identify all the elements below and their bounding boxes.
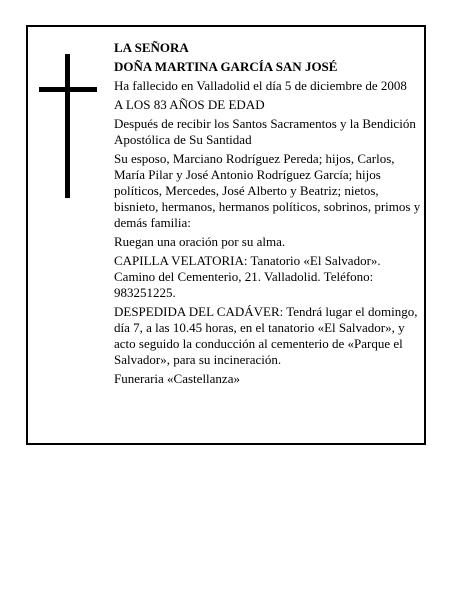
cross-horizontal-bar [39,87,97,92]
age-line: A LOS 83 AÑOS DE EDAD [114,97,265,112]
prayer-request: Ruegan una oración por su alma. [114,234,286,249]
funeral-home: Funeraria «Castellanza» [114,371,240,386]
cross-icon [39,54,97,198]
family-paragraph: Su esposo, Marciano Rodríguez Pereda; hijos, Carlos, María Pilar y José Antonio Rodríguez García; hijos políticos, Mercedes, José Alberto y Beatriz; nietos, bisnieto, hermanos, hermanos políticos, sobrinos, primos y demás familia: [114,151,421,230]
deceased-name: DOÑA MARTINA GARCÍA SAN JOSÉ [114,59,338,74]
cross-vertical-bar [65,54,70,198]
notice-heading: LA SEÑORA [114,40,189,55]
chapel-info: CAPILLA VELATORIA: Tanatorio «El Salvador». Camino del Cementerio, 21. Valladolid. Teléfono: 983251225. [114,253,381,300]
obituary-text [114,40,422,390]
sacraments-line: Después de recibir los Santos Sacramentos y la Bendición Apostólica de Su Santidad [114,116,416,147]
death-announcement: Ha fallecido en Valladolid el día 5 de diciembre de 2008 [114,78,407,93]
farewell-info: DESPEDIDA DEL CADÁVER: Tendrá lugar el domingo, día 7, a las 10.45 horas, en el tanatorio «El Salvador», y acto seguido la conducción al cementerio de «Parque el Salvador», para su incineración. [114,304,418,367]
